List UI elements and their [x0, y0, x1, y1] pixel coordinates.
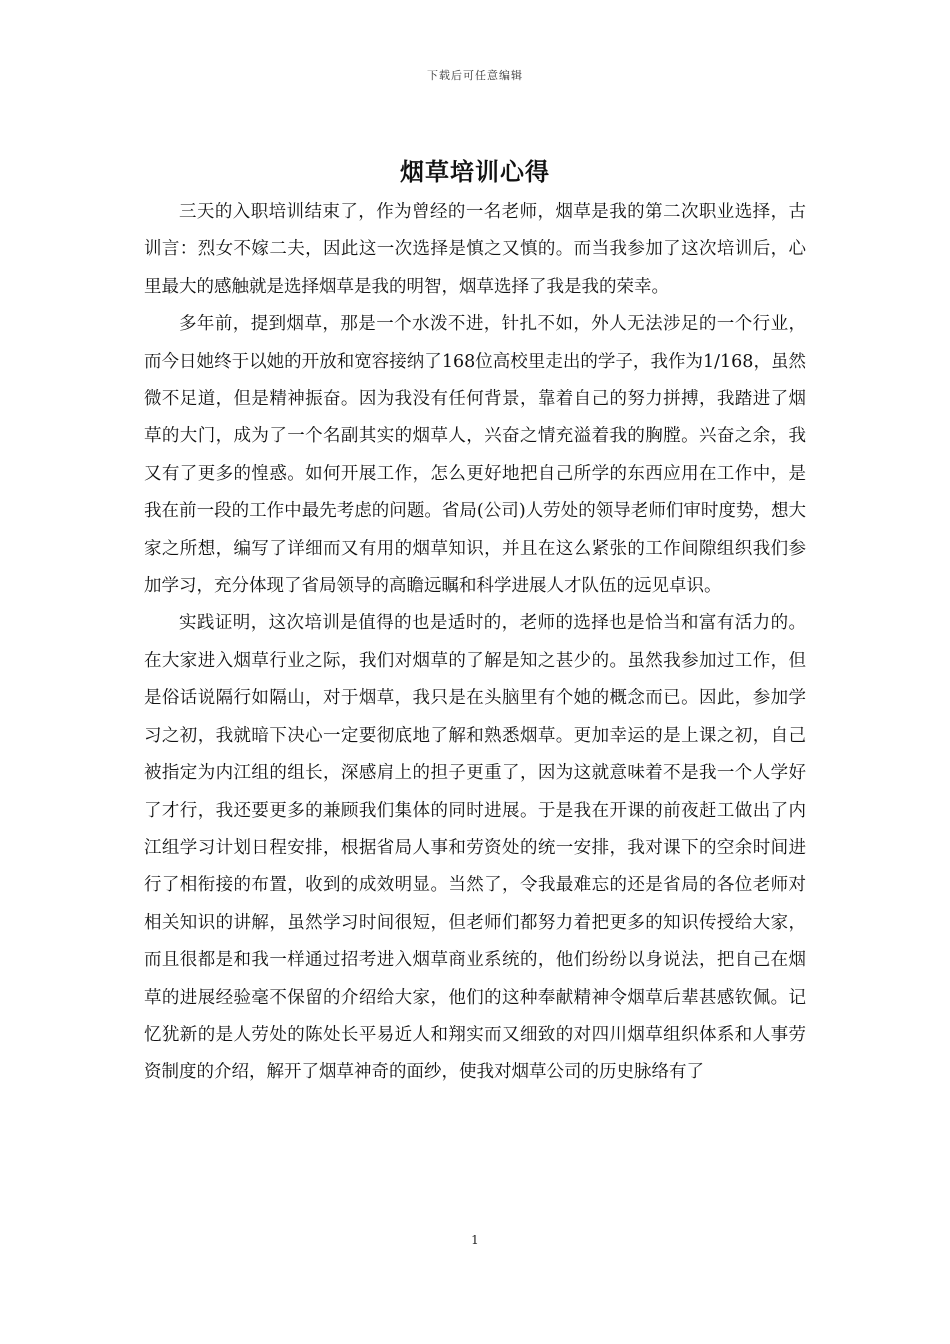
- document-body: [144, 194, 806, 1092]
- paragraph-3: 实践证明，这次培训是值得的也是适时的，老师的选择也是恰当和富有活力的。在大家进入烟草行业之际，我们对烟草的了解是知之甚少的。虽然我参加过工作，但是俗话说隔行如隔山，对于烟草，我只是在头脑里有个她的概念而已。因此，参加学习之初，我就暗下决心一定要彻底地了解和熟悉烟草。更加幸运的是上课之初，自己被指定为内江组的组长，深感肩上的担子更重了，因为这就意味着不是我一个人学好了才行，我还要更多的兼顾我们集体的同时进展。于是我在开课的前夜赶工做出了内江组学习计划日程安排，根据省局人事和劳资处的统一安排，我对课下的空余时间进行了相衔接的布置，收到的成效明显。当然了，令我最难忘的还是省局的各位老师对相关知识的讲解，虽然学习时间很短，但老师们都努力着把更多的知识传授给大家，而且很都是和我一样通过招考进入烟草商业系统的，他们纷纷以身说法，把自己在烟草的进展经验毫不保留的介绍给大家，他们的这种奉献精神令烟草后辈甚感钦佩。记忆犹新的是人劳处的陈处长平易近人和翔实而又细致的对四川烟草组织体系和人事劳资制度的介绍，解开了烟草神奇的面纱，使我对烟草公司的历史脉络有了: [144, 613, 806, 1083]
- paragraph-1: 三天的入职培训结束了，作为曾经的一名老师，烟草是我的第二次职业选择，古训言：烈女不嫁二夫，因此这一次选择是慎之又慎的。而当我参加了这次培训后，心里最大的感触就是选择烟草是我的明智，烟草选择了我是我的荣幸。: [144, 202, 806, 297]
- page-number: 1: [471, 1233, 479, 1247]
- document-title: 烟草培训心得: [400, 157, 550, 186]
- page-header-note: 下载后可任意编辑: [427, 69, 523, 82]
- paragraph-2: 多年前，提到烟草，那是一个水泼不进，针扎不如，外人无法涉足的一个行业，而今日她终于以她的开放和宽容接纳了168位高校里走出的学子，我作为1/168，虽然微不足道，但是精神振奋。因为我没有任何背景，靠着自己的努力拼搏，我踏进了烟草的大门，成为了一个名副其实的烟草人，兴奋之情充溢着我的胸膛。兴奋之余，我又有了更多的惶惑。如何开展工作，怎么更好地把自己所学的东西应用在工作中，是我在前一段的工作中最先考虑的问题。省局(公司)人劳处的领导老师们审时度势，想大家之所想，编写了详细而又有用的烟草知识，并且在这么紧张的工作间隙组织我们参加学习，充分体现了省局领导的高瞻远瞩和科学进展人才队伍的远见卓识。: [144, 314, 806, 597]
